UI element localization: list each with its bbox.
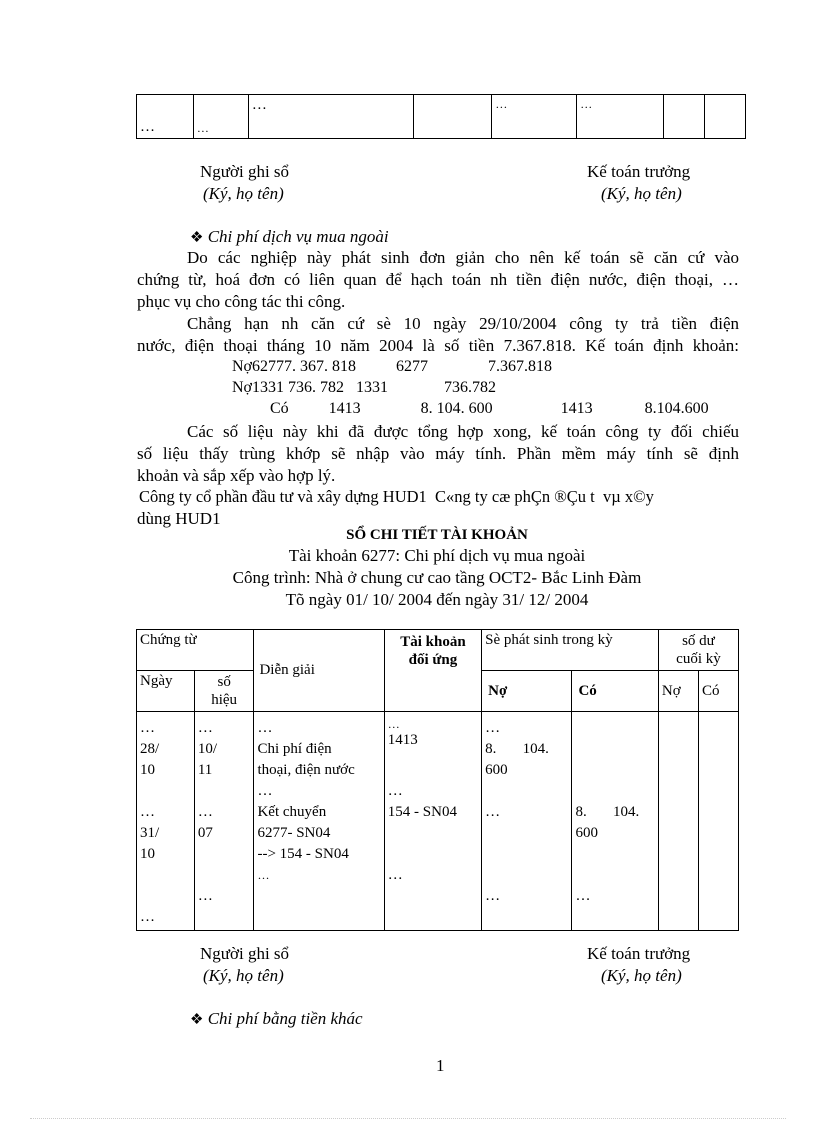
table-line: …: [140, 720, 155, 736]
table-line: Chi phí điện: [257, 741, 332, 757]
cell-text: …: [196, 121, 209, 135]
table-line: [485, 865, 568, 886]
ledger-project: Công trình: Nhà ở chung cư cao tầng OCT2- Bắc Linh Đàm: [232, 568, 642, 587]
sign1-right-sub: (Ký, họ tên): [601, 184, 682, 203]
header-text: hiệu: [211, 692, 238, 708]
header-text: Ngày: [140, 673, 173, 689]
table-line: 11: [197, 762, 213, 778]
header-du-no: [658, 671, 698, 712]
table-line: …: [387, 783, 403, 799]
col-co: [572, 712, 658, 931]
header-text: cuối kỳ: [676, 651, 721, 667]
page-edge-divider: [30, 1118, 786, 1119]
cell-text: …: [580, 97, 593, 111]
header-dien-giai: [254, 630, 384, 712]
header-text: đối ứng: [408, 652, 458, 668]
table-line: …: [257, 868, 270, 882]
header-text: Có: [578, 682, 597, 699]
sign2-left-sub: (Ký, họ tên): [203, 966, 284, 985]
header-text: Có: [701, 682, 720, 699]
table-line: …: [575, 888, 591, 904]
header-du-co: [698, 671, 738, 712]
table-line: …: [485, 804, 501, 820]
table-line: …: [140, 909, 155, 925]
table-line: 6277- SN04: [257, 825, 331, 841]
section2-heading-text: Chi phí bằng tiền khác: [207, 1009, 363, 1028]
table-line: …: [197, 888, 213, 904]
header-so-phat-sinh: [482, 630, 659, 671]
top-table: [136, 94, 746, 139]
table-line: [140, 781, 191, 802]
top-cell: [705, 95, 746, 139]
header-ngay: [137, 671, 195, 712]
ledger-period: Tõ ngày 01/ 10/ 2004 đến ngày 31/ 12/ 2004: [285, 590, 589, 609]
table-line: [388, 823, 478, 844]
top-cell: [577, 95, 664, 139]
company-line: Công ty cổ phần đầu tư và xây dựng HUD1 C«ng ty cæ phÇn ®Çu t vµ x©y: [139, 487, 654, 506]
header-text: Sè phát sinh trong kỳ: [485, 632, 613, 648]
table-line: 8. 104.: [575, 804, 640, 820]
header-no: [482, 671, 572, 712]
header-tk-doi-ung: [384, 630, 481, 712]
table-line: --> 154 - SN04: [257, 846, 349, 862]
top-cell: [248, 95, 413, 139]
sign1-left-sub: (Ký, họ tên): [203, 184, 284, 203]
header-text: số: [217, 674, 231, 690]
top-cell: [492, 95, 577, 139]
diamond-bullet-icon: ❖: [190, 1012, 204, 1028]
sign2-right-title: Kế toán trưởng: [587, 944, 691, 963]
table-line: thoại, điện nước: [257, 762, 355, 778]
header-text: Tài khoản: [400, 634, 466, 650]
header-text: Nợ: [488, 682, 508, 699]
paragraph-line: phục vụ cho công tác thi công.: [137, 292, 346, 311]
header-text: số dư: [682, 633, 715, 649]
header-text: Nợ: [661, 682, 681, 699]
col-no: [482, 712, 572, 931]
table-line: [140, 886, 191, 907]
paragraph-line: Các số liệu này khi đã được tổng hợp xong, kế toán công ty đối chiếu: [187, 422, 739, 441]
table-line: 10: [140, 846, 155, 862]
paragraph-line: nước, điện thoại tháng 10 năm 2004 là số tiền 7.367.818. Kế toán định khoản:: [137, 336, 739, 355]
table-line: 154 - SN04: [387, 804, 457, 820]
top-cell: [413, 95, 492, 139]
sign1-left-title: Người ghi sổ: [200, 162, 290, 181]
table-line: …: [387, 867, 403, 883]
header-chung-tu: [137, 630, 254, 671]
table-line: [198, 865, 251, 886]
header-so-hieu: [194, 671, 254, 712]
paragraph-line: Chẳng hạn nh căn cứ sè 10 ngày 29/10/2004 công ty trả tiền điện: [187, 314, 739, 333]
cell-text: …: [495, 97, 508, 111]
table-line: 10/: [197, 741, 218, 757]
table-line: …: [257, 783, 273, 799]
table-line: [198, 781, 251, 802]
table-line: Kết chuyển: [257, 804, 327, 820]
table-line: [388, 751, 478, 772]
table-line: [575, 844, 654, 886]
paragraph-line: chứng từ, hoá đơn có liên quan để hạch toán nh tiền điện nước, điện thoại, …: [137, 270, 739, 289]
table-line: [485, 844, 568, 865]
table-line: …: [197, 720, 213, 736]
top-cell: [137, 95, 194, 139]
table-line: 31/: [140, 825, 160, 841]
cell-text: …: [251, 97, 267, 113]
table-line: [198, 844, 251, 865]
table-line: …: [140, 804, 155, 820]
table-line: 8. 104.: [485, 741, 549, 757]
table-line: [388, 844, 478, 865]
table-line: …: [387, 717, 400, 731]
paragraph-line: số liệu thấy trùng khớp sẽ nhập vào máy tính. Phần mềm máy tính sẽ định: [137, 444, 739, 463]
table-line: 600: [485, 762, 508, 778]
section1-heading: [190, 226, 389, 249]
sign1-right-title: Kế toán trưởng: [587, 162, 691, 181]
table-line: [485, 823, 568, 844]
table-line: …: [257, 720, 273, 736]
table-line: …: [485, 720, 501, 736]
table-line: 10: [140, 762, 155, 778]
table-line: 1413: [387, 732, 418, 748]
header-so-du: [658, 630, 738, 671]
header-text: Diễn giải: [259, 662, 315, 678]
table-line: [388, 772, 478, 781]
table-line: …: [197, 804, 213, 820]
col-so-hieu: [194, 712, 254, 931]
col-du-co: [698, 712, 738, 931]
ledger-account: Tài khoản 6277: Chi phí dịch vụ mua ngoài: [288, 546, 586, 565]
top-cell: [664, 95, 705, 139]
col-ngay: [137, 712, 195, 931]
table-line: 28/: [140, 741, 160, 757]
header-co: [572, 671, 658, 712]
diamond-bullet-icon: ❖: [190, 230, 204, 246]
col-du-no: [658, 712, 698, 931]
cell-text: …: [140, 119, 155, 135]
table-line: 07: [197, 825, 213, 841]
sign2-right-sub: (Ký, họ tên): [601, 966, 682, 985]
section1-heading-text: Chi phí dịch vụ mua ngoài: [207, 227, 389, 246]
paragraph-line: khoản và sắp xếp vào hợp lý.: [137, 466, 336, 485]
col-tk: [384, 712, 481, 931]
col-dien-giai: [254, 712, 384, 931]
table-line: [485, 781, 568, 802]
ledger-table: [136, 629, 739, 931]
table-line: …: [485, 888, 501, 904]
table-line: 600: [575, 825, 598, 841]
section2-heading: [190, 1008, 363, 1031]
top-cell: [193, 95, 248, 139]
entry-line: Có 1413 8. 104. 600 1413 8.104.600: [270, 400, 709, 417]
paragraph-line: Do các nghiệp này phát sinh đơn giản cho nên kế toán sẽ căn cứ vào: [187, 248, 739, 267]
page-number: 1: [436, 1056, 445, 1075]
sign2-left-title: Người ghi sổ: [200, 944, 290, 963]
ledger-title: SỔ CHI TIẾT TÀI KHOẢN: [346, 527, 528, 543]
entry-line: Nợ1331 736. 782 1331 736.782: [232, 379, 497, 396]
header-text: Chứng từ: [140, 632, 197, 648]
entry-line: Nợ62777. 367. 818 6277 7.367.818: [232, 358, 553, 375]
company-line: dùng HUD1: [137, 509, 221, 528]
table-line: [140, 865, 191, 886]
